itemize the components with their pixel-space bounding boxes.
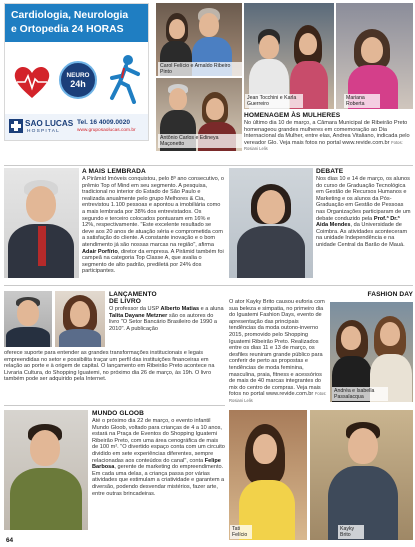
- credit-fashion: Fotos: Rosiani Lelis: [229, 391, 327, 403]
- caption-kayky: Kayky Brito: [338, 525, 364, 539]
- divider-3: [4, 405, 225, 406]
- caption-antonio-edineya: Antônio Carlos e Edineya Maçonetto: [158, 134, 242, 148]
- ad-brand: SAO LUCAS: [25, 119, 74, 128]
- section-lembrada: [82, 168, 224, 275]
- neuro-label: NEURO: [66, 72, 90, 79]
- heading-livro-2: DE LIVRO: [109, 298, 141, 305]
- photo-alberto: [4, 291, 52, 347]
- neuro-badge: [59, 61, 97, 99]
- section-fashion: [229, 291, 413, 298]
- caption-carol-arnaldo: Carol Felício e Arnaldo Ribeiro Pinto: [158, 62, 244, 76]
- body-fashion: O ator Kayky Brito causou euforia com sua beleza e simpatia, no primeiro dia do Iguatemi Fashion Days, evento de apresentação das principais tendências da moda outono-inverno 2015, promovido pelo Shopping Iguatemi Ribeirão Preto. Realizados entre os dias 11 e 13 de março, os desfiles reuniram grande público para conferir de perto as propostas e tendências de moda feminina, masculina, praia, fitness e acessórios de mais de 40 marcas integrantes do mix do centro de compras. Veja mais fotos no portal www.revide.com.br Fotos: Rosiani Lelis: [229, 299, 327, 403]
- name-alberto: Alberto Matias: [160, 306, 200, 312]
- name-adair: Adair Porfírio: [82, 248, 118, 255]
- heading-livro-1: LANÇAMENTO: [109, 291, 157, 298]
- section-livro: [109, 291, 225, 332]
- credit-mulheres: Fotos: Rosiani Lelis: [244, 139, 403, 152]
- body-livro-full: oferece suporte para entender as grandes transformações institucionais e legais empreendidas no setor e possibilita traçar um perfil das instituições financeiras em relação ao porte e à origem de capital. O lançamento em Ribeirão Preto acontece na Livraria Cultura, do Shopping Iguatemi, no próximo dia 26 de março, às 19h. O livro também pode ser adquirido pela Internet.: [4, 350, 215, 383]
- caption-tati: Tati Felício: [230, 525, 252, 539]
- ad-title-line1: Cardiologia, Neurologia: [11, 10, 129, 21]
- caption-mariana: Mariana Roberta: [344, 94, 380, 108]
- photo-tati: [229, 410, 307, 540]
- photo-felipe: [4, 410, 88, 530]
- body-gloob: Até o próximo dia 22 de março, o evento infantil Mundo Gloob, voltado para crianças de 4 a 10 anos, estará na Praça de Eventos do Shopping Iguatemi Ribeirão Preto, com uma área cenográfica de mais de 100 m². "O divertido espaço conta com um circuito dividido em sete experiências diferentes, sempre relacionadas aos conteúdos do canal", conta Felipe Barbosa, gerente de marketing do empreendimento. Em cada uma delas, a criança passa por várias atividades que estimulam a criatividade e garantem a diversão, podendo desvendar mistérios, fazer arte, entre outras brincadeiras.: [92, 418, 225, 497]
- page-number: 64: [6, 537, 14, 544]
- section-mulheres: [244, 112, 412, 153]
- caption-andrea-isabella: Andréa e Isabella Passalacqua: [332, 387, 388, 401]
- heart-icon: [12, 64, 52, 100]
- heading-debate: DEBATE: [316, 168, 344, 175]
- heading-mulheres: HOMENAGEM ÀS MULHERES: [244, 112, 341, 119]
- section-gloob: [92, 410, 225, 497]
- heading-fashion: FASHION DAY: [367, 291, 413, 298]
- ad-phone: Tel. 16 4009.0020: [77, 119, 131, 126]
- photo-adair: [4, 168, 79, 278]
- ad-title-line2: e Ortopedia 24 HORAS: [11, 24, 124, 35]
- photo-talita: [55, 291, 105, 347]
- name-talita: Talita Dayane Metzner: [109, 312, 168, 319]
- runner-icon: [108, 54, 142, 104]
- ad-brand-sub: HOSPITAL: [27, 129, 60, 134]
- heading-lembrada: A MAIS LEMBRADA: [82, 168, 146, 175]
- ad-header: [5, 4, 148, 42]
- divider-2: [4, 285, 413, 286]
- name-aida: Prof.ª Dr.ª Aida Mendes: [316, 215, 400, 229]
- section-debate: [316, 168, 413, 249]
- body-livro-col: O professor da USP Alberto Matias e a aluna Talita Dayane Metzner são os autores do livro "O Setor Bancário Brasileiro de 1990 a 2010". A publicação: [109, 306, 224, 332]
- body-mulheres: No último dia 10 de março, a Câmara Municipal de Ribeirão Preto homenageou grandes mulheres em comemoração ao Dia Internacional da Mulher, entre elas, Andrea Vitaliano, indicada pelo vereador Glo. Veja mais fotos no portal www.revide.com.br Fotos: Rosiani Lelis: [244, 120, 410, 152]
- body-debate: Nos dias 10 e 14 de março, os alunos do curso de Graduação Tecnológica em Gestão de Recursos Humanos e Marketing e os alunos da Pós-Graduação em Gestão de Pessoas nas Organizações participaram de um debate conduzido pela Prof.ª Dr.ª Aida Mendes, da Universidade de Coimbra. As atividades aconteceram na unidade Independência e na unidade Central da Barão de Mauá.: [316, 176, 411, 248]
- name-felipe: Felipe Barbosa: [92, 457, 221, 471]
- photo-kayky: [310, 410, 413, 540]
- ad-url: www.gruposaolucas.com.br: [77, 128, 136, 133]
- cross-logo-icon: [9, 119, 23, 133]
- divider-1: [4, 165, 413, 166]
- caption-jean-karla: Jean Tocchini e Karla Guerreiro: [245, 94, 303, 108]
- heading-gloob: MUNDO GLOOB: [92, 410, 145, 417]
- hospital-ad[interactable]: [4, 3, 149, 141]
- neuro-sub: 24h: [70, 79, 86, 89]
- ad-footer: [5, 114, 148, 140]
- photo-aida: [229, 168, 313, 278]
- body-lembrada: A Pirâmid Imóveis conquistou, pelo 8º ano consecutivo, o prêmio Top of Mind em seu segmento. A pesquisa, tradicional no interior do Estado de São Paulo e realizada anualmente pelo grupo Melhores & Cia, entrevistou 1.100 pessoas e apontou a imobiliária como a mais lembrada por 38% dos entrevistados. Os segundo e terceiro colocados pontuaram em 16% e 12%, respectivamente. "Este excelente resultado se deve aos 20 anos de atuação séria e comprometida com a satisfação do cliente. A constante inovação e o bom atendimento já são nossas marcas na região", afirma Adair Porfírio, diretor da empresa. A Pirâmid também foi campeã na categoria Top Classe A, que avalia o segmento de alto padrão, prediletá por 24% dos participantes.: [82, 176, 224, 275]
